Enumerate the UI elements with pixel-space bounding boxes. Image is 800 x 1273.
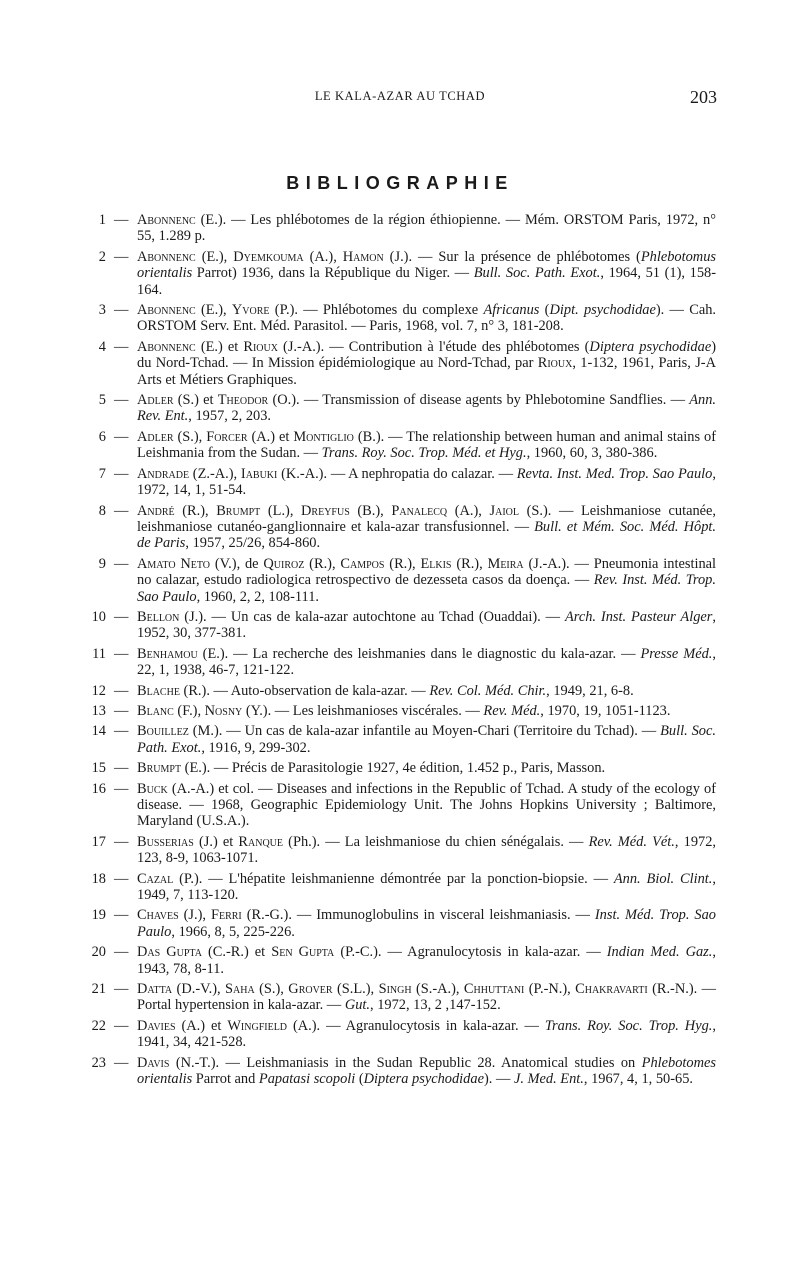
reference-entry <box>90 981 716 1014</box>
reference-segment: (R.), <box>451 555 488 572</box>
author-name: Singh <box>378 981 412 998</box>
reference-segment: , 1-132, 1961, Paris, J-A Arts et Métiers Graphiques. <box>137 355 716 388</box>
reference-text <box>137 556 716 605</box>
reference-number: 1 <box>98 212 106 228</box>
reference-segment: , 1952, 30, 377-381. <box>137 608 717 642</box>
reference-segment: (J.), <box>178 907 211 924</box>
reference-number: 4 <box>98 338 106 355</box>
reference-text <box>137 683 634 699</box>
reference-number: 8 <box>98 502 106 519</box>
journal-title: Inst. Méd. Trop. Sao Paulo <box>137 907 716 940</box>
reference-dash: — <box>114 392 129 409</box>
reference-segment: (R.-G.). — Immunoglobulins in visceral leishmaniasis. — <box>241 907 595 924</box>
reference-segment: (J.). — Un cas de kala-azar autochtone au Tchad (Ouaddai). — <box>179 608 565 625</box>
reference-text <box>137 646 716 678</box>
reference-text <box>137 760 605 776</box>
reference-text <box>137 302 716 334</box>
reference-dash: — <box>114 465 129 482</box>
journal-title: Africanus <box>483 302 540 319</box>
author-name: Hamon <box>342 248 384 265</box>
reference-segment: (A.-A.) et col. — Diseases and infections in the Republic of Tchad. A study of the ecology of disease. — 1968, Geographic Epidemiology Unit. The Johns Hopkins University ; Baltimore, Maryland (U.S.A.). <box>137 780 716 830</box>
author-name: Abonnenc <box>137 302 196 319</box>
reference-segment: , 1967, 4, 1, 50-65. <box>583 1071 693 1088</box>
journal-title: Trans. Roy. Soc. Trop. Méd. et Hyg. <box>321 445 527 462</box>
reference-segment: (C.-R.) et <box>201 944 272 961</box>
bibliography-list <box>90 212 716 1092</box>
reference-number: 13 <box>91 702 106 719</box>
reference-entry <box>90 302 716 335</box>
author-name: Wingfield <box>227 1017 288 1034</box>
author-name: Rioux <box>243 338 278 355</box>
author-name: Abonnenc <box>137 212 196 228</box>
reference-segment: (J.-A.). — Contribution à l'étude des phlébotomes ( <box>277 338 590 355</box>
reference-segment: , 1964, 51 (1), 158-164. <box>137 265 716 298</box>
reference-segment: (D.-V.), <box>172 981 226 998</box>
author-name: Chakravarti <box>575 981 648 998</box>
reference-entry <box>90 1055 716 1088</box>
journal-title: Bull. Soc. Path. Exot. <box>473 265 601 282</box>
reference-segment: , 1960, 2, 2, 108-111. <box>196 588 320 605</box>
reference-segment: , 1960, 60, 3, 380-386. <box>526 445 658 462</box>
reference-segment: (J.) et <box>193 833 239 850</box>
reference-segment: (A.), <box>447 502 490 519</box>
reference-entry <box>90 683 716 699</box>
reference-segment: (V.), de <box>210 555 264 572</box>
reference-entry <box>90 781 716 830</box>
reference-segment: (L.), <box>260 502 302 519</box>
reference-number: 5 <box>98 392 106 409</box>
reference-segment: (Y.). — Les leishmanioses viscérales. — <box>242 702 484 719</box>
reference-entry <box>90 503 716 552</box>
journal-title: Gut. <box>344 997 370 1014</box>
reference-number: 15 <box>91 760 106 777</box>
author-name: Theodor <box>217 392 269 409</box>
reference-entry <box>90 429 716 462</box>
author-name: Rioux <box>537 355 573 372</box>
reference-segment: (Ph.). — La leishmaniose du chien sénégalais. — <box>283 833 589 850</box>
reference-segment: , 1966, 8, 5, 225-226. <box>171 923 295 940</box>
reference-segment: (S.), <box>173 428 207 445</box>
author-name: Abonnenc <box>137 248 196 265</box>
reference-segment: (R.), <box>384 555 421 572</box>
reference-segment: , 1916, 9, 299-302. <box>201 739 311 756</box>
reference-dash: — <box>114 981 129 998</box>
author-name: Saha <box>225 981 255 998</box>
author-name: Brumpt <box>216 502 261 519</box>
journal-title: Phlebotomus orientalis <box>137 248 716 282</box>
reference-segment: (E.). — Les phlébotomes de la région éthiopienne. — Mém. ORSTOM Paris, 1972, n° 55, 1.289 p. <box>137 212 716 245</box>
reference-segment: ( <box>539 302 550 319</box>
reference-segment: , 1949, 21, 6-8. <box>546 682 634 699</box>
author-name: Busserias <box>137 833 194 850</box>
journal-title: Arch. Inst. Pasteur Alger <box>564 608 713 625</box>
author-name: Panalecq <box>391 502 448 519</box>
author-name: Ferri <box>210 907 242 924</box>
section-title: BIBLIOGRAPHIE <box>286 173 514 193</box>
author-name: Benhamou <box>137 645 198 662</box>
author-name: Sen Gupta <box>271 944 335 961</box>
reference-dash: — <box>114 907 129 924</box>
reference-dash: — <box>114 555 129 572</box>
reference-segment: (J.). — Sur la présence de phlébotomes ( <box>383 248 641 265</box>
reference-dash: — <box>114 723 129 740</box>
journal-title: Ann. Biol. Clint. <box>613 870 713 887</box>
reference-segment: (R.), <box>174 502 217 519</box>
reference-number: 6 <box>98 428 106 445</box>
reference-text <box>137 392 716 424</box>
reference-number: 14 <box>91 723 106 740</box>
reference-dash: — <box>114 682 129 699</box>
reference-segment: (M.). — Un cas de kala-azar infantile au Moyen-Chari (Territoire du Tchad). — <box>188 723 661 740</box>
reference-segment: , 1972, 13, 2 ,147-152. <box>370 997 501 1014</box>
reference-number: 10 <box>91 608 106 625</box>
running-header <box>0 87 800 107</box>
reference-segment: (R.-N.). — Portal hypertension in kala-azar. — <box>137 981 717 1014</box>
reference-segment: (F.), <box>173 702 205 719</box>
reference-segment: (Z.-A.), <box>189 465 241 482</box>
journal-title: Ann. Rev. Ent. <box>137 392 716 425</box>
reference-number: 20 <box>91 944 106 961</box>
reference-segment: (B.), <box>349 502 392 519</box>
reference-number: 22 <box>91 1017 106 1034</box>
reference-dash: — <box>114 302 129 319</box>
reference-dash: — <box>114 645 129 662</box>
reference-dash: — <box>114 1054 129 1071</box>
reference-dash: — <box>114 212 129 228</box>
reference-segment: Parrot) 1936, dans la République du Niger. — <box>192 265 474 282</box>
reference-segment: , 1957, 25/26, 854-860. <box>185 535 321 552</box>
journal-title: Rev. Col. Méd. Chir. <box>429 682 547 699</box>
reference-segment: , 1970, 19, 1051-1123. <box>540 702 671 719</box>
reference-number: 12 <box>91 682 106 699</box>
reference-entry <box>90 646 716 679</box>
reference-entry <box>90 609 716 642</box>
reference-text <box>137 944 716 976</box>
reference-segment: ) du Nord-Tchad. — In Mission épidémiologique au Nord-Tchad, par <box>137 338 717 372</box>
reference-number: 23 <box>91 1054 106 1071</box>
reference-number: 17 <box>91 833 106 850</box>
reference-segment: (P.-C.). — Agranulocytosis in kala-azar. — <box>334 944 607 961</box>
reference-text <box>137 703 670 719</box>
reference-entry <box>90 556 716 605</box>
reference-number: 7 <box>98 465 106 482</box>
reference-segment: , 1941, 34, 421-528. <box>137 1017 716 1051</box>
reference-dash: — <box>114 833 129 850</box>
author-name: Bouillez <box>137 723 189 740</box>
reference-text <box>137 907 716 939</box>
author-name: Blache <box>137 682 180 699</box>
reference-segment: (S.) et <box>173 392 218 409</box>
reference-entry <box>90 834 716 867</box>
reference-segment: (A.) et <box>247 428 294 445</box>
reference-segment: , 1972, 123, 8-9, 1063-1071. <box>137 833 717 867</box>
reference-entry <box>90 249 716 298</box>
reference-segment: , 1972, 14, 1, 51-54. <box>137 465 716 499</box>
reference-segment: (R.). — Auto-observation de kala-azar. — <box>179 682 430 699</box>
reference-segment: ( <box>355 1071 364 1088</box>
reference-segment: (E.). — Précis de Parasitologie 1927, 4e édition, 1.452 p., Paris, Masson. <box>181 760 606 777</box>
journal-title: Dipt. psychodidae <box>549 302 656 319</box>
reference-text <box>137 981 716 1013</box>
reference-segment: (K.-A.). — A nephropatia do calazar. — <box>277 465 517 482</box>
reference-dash: — <box>114 338 129 355</box>
reference-entry <box>90 871 716 904</box>
author-name: Abonnenc <box>137 338 196 355</box>
reference-entry <box>90 339 716 388</box>
reference-entry <box>90 723 716 756</box>
author-name: Iabuki <box>240 465 278 482</box>
reference-number: 21 <box>91 981 106 998</box>
reference-segment: (B.). — The relationship between human and animal stains of Leishmania from the Sudan. — <box>137 428 716 462</box>
reference-number: 11 <box>92 645 106 662</box>
reference-entry <box>90 466 716 499</box>
reference-number: 18 <box>91 870 106 887</box>
reference-segment: (S.L.), <box>332 981 379 998</box>
reference-segment: ). — <box>483 1071 514 1088</box>
reference-text <box>137 1018 716 1050</box>
journal-title: Rev. Inst. Méd. Trop. Sao Paulo <box>137 572 716 605</box>
journal-title: Bull. et Mém. Soc. Méd. Hôpt. de Paris <box>137 518 716 552</box>
author-name: Meira <box>487 555 524 572</box>
reference-text <box>137 871 716 903</box>
reference-dash: — <box>114 702 129 719</box>
reference-number: 2 <box>98 248 106 265</box>
author-name: Dyemkouma <box>233 248 304 265</box>
author-name: Montiglio <box>293 428 354 445</box>
reference-segment: (E.). — La recherche des leishmanies dans le diagnostic du kala-azar. — <box>197 645 641 662</box>
author-name: Amato Neto <box>137 555 211 572</box>
reference-text <box>137 503 716 552</box>
author-name: Forcer <box>206 428 248 445</box>
author-name: Bellon <box>137 608 180 625</box>
author-name: Campos <box>340 555 385 572</box>
reference-segment: (R.), <box>304 555 341 572</box>
reference-segment: (P.). — L'hépatite leishmanienne démontrée par la ponction-biopsie. — <box>173 870 614 887</box>
reference-segment: (P.). — Phlébotomes du complexe <box>269 302 484 319</box>
author-name: Datta <box>137 981 173 998</box>
reference-segment: (E.), <box>195 302 232 319</box>
author-name: Cazal <box>137 870 174 887</box>
author-name: Andrade <box>137 465 190 482</box>
journal-title: Bull. Soc. Path. Exot. <box>137 723 716 756</box>
journal-title: Indian Med. Gaz. <box>606 944 713 961</box>
reference-dash: — <box>114 944 129 961</box>
reference-segment: (P.-N.), <box>524 981 576 998</box>
reference-text <box>137 466 716 498</box>
reference-entry <box>90 760 716 776</box>
reference-number: 9 <box>98 555 106 572</box>
author-name: Nosny <box>204 702 243 719</box>
journal-title: J. Med. Ent. <box>513 1071 584 1088</box>
journal-title: Diptera psychodidae <box>363 1071 484 1088</box>
reference-number: 16 <box>91 780 106 797</box>
reference-entry <box>90 703 716 719</box>
reference-text <box>137 781 716 830</box>
journal-title: Papatasi scopoli <box>258 1071 356 1088</box>
reference-segment: , 22, 1, 1938, 46-7, 121-122. <box>137 645 716 679</box>
reference-segment: (N.-T.). — Leishmaniasis in the Sudan Republic 28. Anatomical studies on <box>169 1054 642 1071</box>
reference-dash: — <box>114 780 129 797</box>
journal-title: Trans. Roy. Soc. Trop. Hyg. <box>544 1017 713 1034</box>
journal-title: Diptera psychodidae <box>589 338 712 355</box>
reference-segment: (S.), <box>254 981 289 998</box>
reference-segment: (A.). — Agranulocytosis in kala-azar. — <box>287 1017 545 1034</box>
reference-number: 3 <box>98 302 106 319</box>
author-name: Quiroz <box>263 555 305 572</box>
author-name: Yvore <box>231 302 270 319</box>
reference-segment: , 1949, 7, 113-120. <box>137 870 716 904</box>
author-name: Chhuttani <box>463 981 525 998</box>
reference-entry <box>90 392 716 425</box>
reference-text <box>137 339 716 388</box>
reference-text <box>137 1055 716 1087</box>
author-name: Grover <box>288 981 333 998</box>
reference-text <box>137 429 716 461</box>
reference-segment: (S.). — Leishmaniose cutanée, leishmaniose cutanéo-ganglionnaire et kala-azar transfusionnel. — <box>137 502 717 535</box>
reference-dash: — <box>114 760 129 777</box>
author-name: Davies <box>137 1017 176 1034</box>
author-name: Dreyfus <box>301 502 350 519</box>
reference-text <box>137 723 716 755</box>
reference-segment: (J.-A.). — Pneumonia intestinal no calazar, estudo radiologica retrospectivo de dezesseta casos da doença. — <box>137 555 717 589</box>
journal-title: Presse Méd. <box>640 645 713 662</box>
reference-text <box>137 249 716 298</box>
reference-dash: — <box>114 608 129 625</box>
reference-number: 19 <box>91 907 106 924</box>
author-name: Blanc <box>137 702 174 719</box>
reference-dash: — <box>114 248 129 265</box>
reference-segment: (A.), <box>303 248 343 265</box>
author-name: Chaves <box>137 907 179 924</box>
author-name: Elkis <box>420 555 452 572</box>
author-name: Brumpt <box>137 760 182 777</box>
reference-segment: (O.). — Transmission of disease agents by Phlebotomine Sandflies. — <box>268 392 690 409</box>
journal-title: Rev. Méd. <box>483 702 541 719</box>
page-number: 203 <box>690 87 717 107</box>
reference-entry <box>90 907 716 940</box>
reference-entry <box>90 1018 716 1051</box>
author-name: Davis <box>137 1054 170 1071</box>
journal-title: Rev. Méd. Vét. <box>588 833 675 850</box>
author-name: Jaiol <box>489 502 519 519</box>
reference-dash: — <box>114 502 129 519</box>
author-name: André <box>137 502 175 519</box>
reference-segment: (A.) et <box>175 1017 228 1034</box>
author-name: Adler <box>137 428 174 445</box>
reference-entry <box>90 944 716 977</box>
reference-text <box>137 609 716 641</box>
reference-segment: (E.), <box>195 248 234 265</box>
author-name: Ranque <box>238 833 284 850</box>
reference-entry <box>90 212 716 245</box>
reference-segment: (E.) et <box>195 338 244 355</box>
reference-dash: — <box>114 870 129 887</box>
reference-text <box>137 834 716 866</box>
running-title: LE KALA-AZAR AU TCHAD <box>314 89 486 103</box>
journal-title: Phlebotomes orientalis <box>137 1054 716 1088</box>
reference-segment: , 1957, 2, 203. <box>188 408 272 425</box>
reference-segment: ). — Cah. ORSTOM Serv. Ent. Méd. Parasitol. — Paris, 1968, vol. 7, n° 3, 181-208. <box>137 302 717 335</box>
reference-segment: (S.-A.), <box>411 981 464 998</box>
reference-dash: — <box>114 428 129 445</box>
reference-segment: Parrot and <box>192 1071 259 1088</box>
reference-text <box>137 212 716 244</box>
author-name: Das Gupta <box>137 944 202 961</box>
reference-dash: — <box>114 1017 129 1034</box>
author-name: Adler <box>137 392 174 409</box>
author-name: Buck <box>137 780 168 797</box>
reference-segment: , 1943, 78, 8-11. <box>137 944 716 977</box>
journal-title: Revta. Inst. Med. Trop. Sao Paulo <box>516 465 713 482</box>
